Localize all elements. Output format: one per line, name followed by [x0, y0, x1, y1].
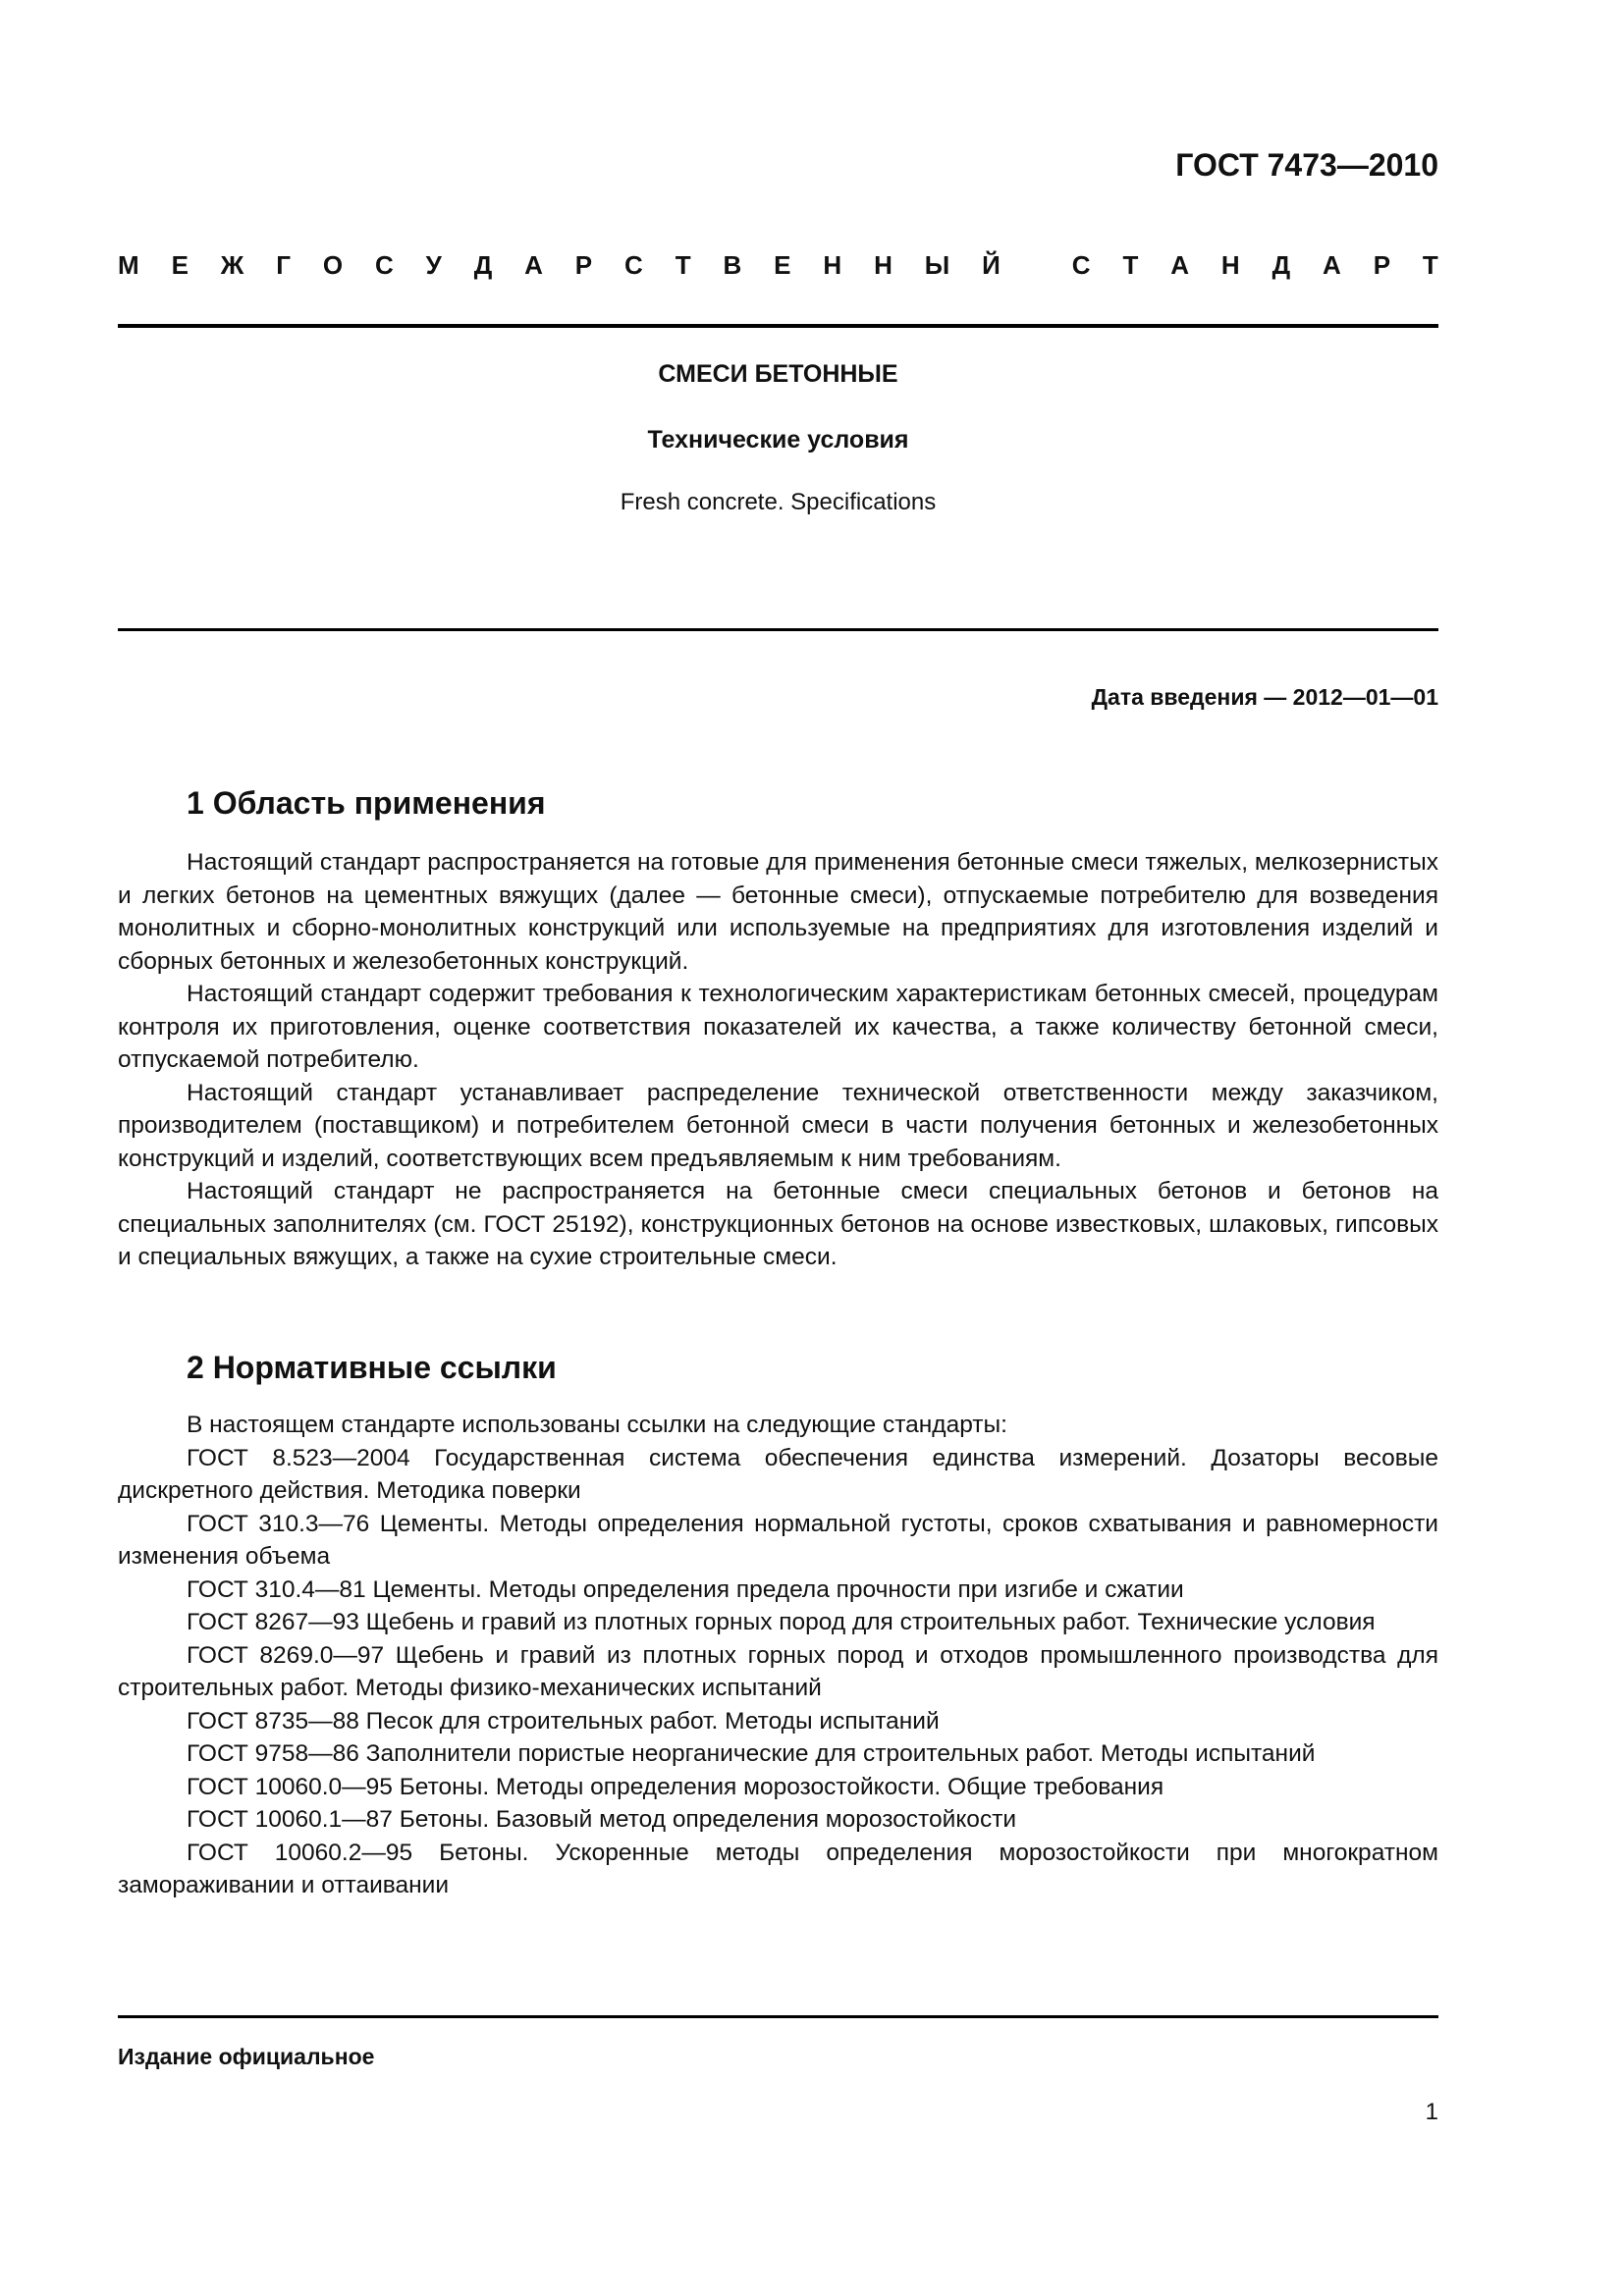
document-title: СМЕСИ БЕТОННЫЕ	[658, 360, 898, 388]
caption-letter: А	[524, 250, 543, 280]
caption-letter: Н	[823, 250, 842, 280]
header-divider	[118, 324, 1438, 328]
caption-letter: Й	[982, 250, 1001, 280]
caption-letter: А	[1323, 250, 1341, 280]
reference-item: ГОСТ 8.523—2004 Государственная система обеспечения единства измерений. Дозаторы весовые дискретного действия. Методика поверки	[118, 1444, 1438, 1504]
caption-letter: Н	[874, 250, 893, 280]
caption-letter: В	[723, 250, 742, 280]
caption-letter: Ы	[924, 250, 950, 280]
paragraph: Настоящий стандарт распространяется на готовые для применения бетонные смеси тяжелых, мелкозернистых и легких бетонов на цементных вяжущих (далее — бетонные смеси), отпускаемые потребителю для возведения монолитных и сборно-монолитных конструкций или используемые на предприятиях для изготовления изделий и сборных бетонных и железобетонных конструкций.	[118, 849, 1438, 975]
reference-item: ГОСТ 8269.0—97 Щебень и гравий из плотных горных пород и отходов промышленного производства для строительных работ. Методы физико-механических испытаний	[118, 1641, 1438, 1701]
caption-letter: Ж	[220, 250, 244, 280]
caption-letter: Р	[1373, 250, 1391, 280]
caption-letter: Е	[171, 250, 189, 280]
caption-letter: Т	[675, 250, 691, 280]
caption-letter: Е	[774, 250, 791, 280]
caption-letter: Р	[574, 250, 593, 280]
page-number: 1	[1425, 2099, 1438, 2125]
caption-letter: Г	[276, 250, 291, 280]
caption-letter: С	[374, 250, 394, 280]
introduction-date: Дата введения — 2012—01—01	[1091, 684, 1438, 710]
caption-gap	[1033, 250, 1040, 281]
edition-label: Издание официальное	[118, 2044, 375, 2069]
caption-letter: О	[322, 250, 344, 280]
caption-letter: У	[425, 250, 442, 280]
paragraph: Настоящий стандарт устанавливает распределение технической ответственности между заказчиком, производителем (поставщиком) и потребителем бетонной смеси в части получения бетонных и железобетонных конструкций и изделий, соответствующих всем предъявляемым к ним требованиям.	[118, 1079, 1438, 1172]
reference-item: ГОСТ 8735—88 Песок для строительных работ. Методы испытаний	[187, 1707, 940, 1735]
document-number: ГОСТ 7473—2010	[1175, 147, 1438, 183]
reference-item: ГОСТ 9758—86 Заполнители пористые неорганические для строительных работ. Методы испытаний	[187, 1740, 1316, 1767]
section-heading: 1 Область применения	[187, 785, 546, 821]
reference-item: ГОСТ 10060.1—87 Бетоны. Базовый метод определения морозостойкости	[187, 1806, 1017, 1833]
caption-letter: Т	[1122, 250, 1139, 280]
title-divider	[118, 628, 1438, 631]
caption-letter: С	[624, 250, 643, 280]
caption-letter: Д	[473, 250, 493, 280]
paragraph: В настоящем стандарте использованы ссылки на следующие стандарты:	[187, 1412, 1007, 1438]
reference-item: ГОСТ 10060.0—95 Бетоны. Методы определения морозостойкости. Общие требования	[187, 1773, 1164, 1800]
reference-item: ГОСТ 8267—93 Щебень и гравий из плотных горных пород для строительных работ. Технические условия	[187, 1609, 1376, 1635]
caption-letter: М	[118, 250, 139, 280]
paragraph: Настоящий стандарт содержит требования к технологическим характеристикам бетонных смесей, процедурам контроля их приготовления, оценке соответствия показателей их качества, а также количеству бетонной смеси, отпускаемой потребителю.	[118, 981, 1438, 1073]
reference-item: ГОСТ 10060.2—95 Бетоны. Ускоренные методы определения морозостойкости при многократном замораживании и оттаивании	[118, 1839, 1438, 1898]
english-title: Fresh concrete. Specifications	[620, 489, 937, 515]
section-heading: 2 Нормативные ссылки	[187, 1350, 557, 1385]
section-body	[118, 1409, 1438, 1902]
reference-item: ГОСТ 310.3—76 Цементы. Методы определения нормальной густоты, сроков схватывания и равномерности изменения объема	[118, 1510, 1438, 1570]
interstate-standard-caption	[118, 250, 1438, 281]
caption-letter: А	[1170, 250, 1190, 280]
paragraph: Настоящий стандарт не распространяется на бетонные смеси специальных бетонов и бетонов на специальных заполнителях (см. ГОСТ 25192), конструкционных бетонов на основе известковых, шлаковых, гипсовых и специальных вяжущих, а также на сухие строительные смеси.	[118, 1178, 1438, 1270]
document-subtitle: Технические условия	[647, 426, 909, 454]
caption-letter: Д	[1271, 250, 1291, 280]
reference-item: ГОСТ 310.4—81 Цементы. Методы определения предела прочности при изгибе и сжатии	[187, 1575, 1184, 1603]
section-body	[118, 846, 1438, 1274]
caption-letter: Т	[1422, 250, 1438, 280]
caption-letter: С	[1071, 250, 1091, 280]
footer-divider	[118, 2015, 1438, 2018]
caption-letter: Н	[1220, 250, 1240, 280]
